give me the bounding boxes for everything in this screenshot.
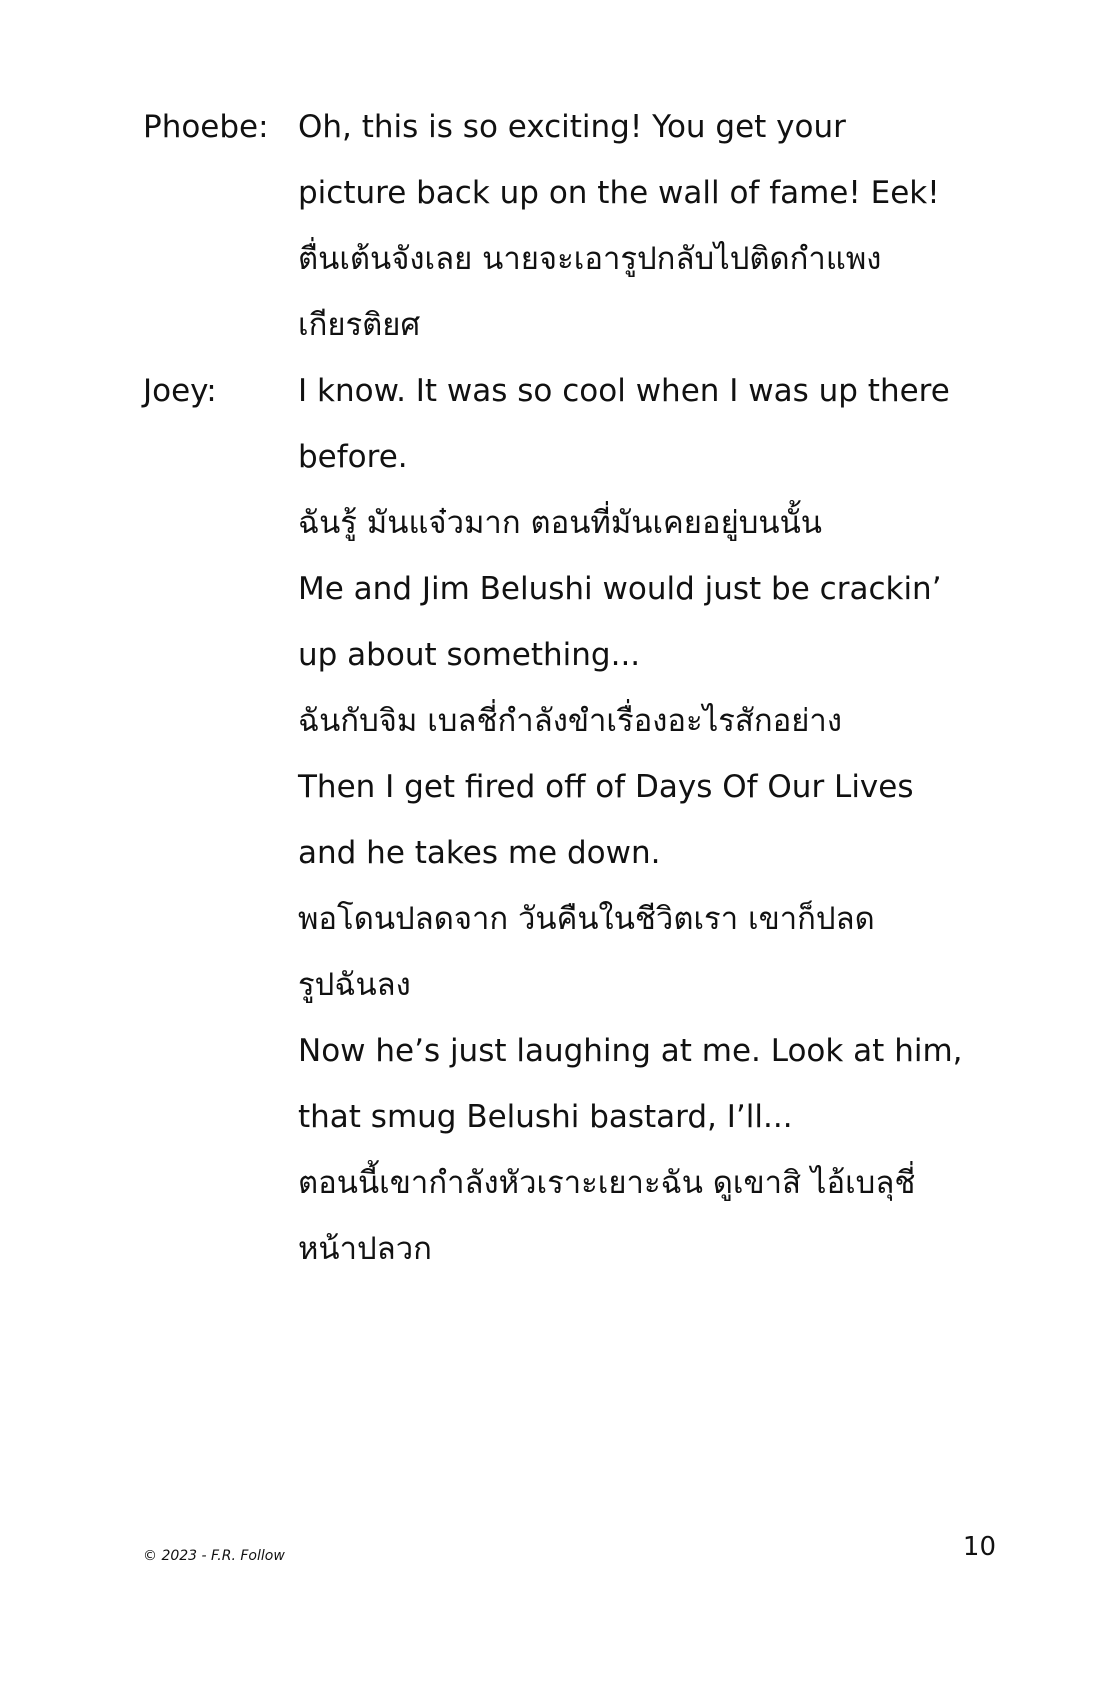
dialogue-line: Now he’s just laughing at me. Look at him, (298, 1033, 963, 1069)
dialogue-line-thai: หน้าปลวก (298, 1231, 432, 1267)
dialogue-lines (298, 358, 1023, 1282)
dialogue-line: I know. It was so cool when I was up there (298, 373, 950, 409)
dialogue-line-thai: ฉันรู้ มันแจ๋วมาก ตอนที่มันเคยอยู่บนนั้น (298, 505, 822, 541)
dialogue-line: Oh, this is so exciting! You get your (298, 109, 846, 145)
dialogue-block-joey (143, 358, 1023, 1282)
dialogue-line: that smug Belushi bastard, I’ll... (298, 1099, 793, 1135)
copyright-notice: © 2023 - F.R. Follow (143, 1548, 285, 1564)
dialogue-line-thai: พอโดนปลดจาก วันคืนในชีวิตเรา เขาก็ปลด (298, 901, 875, 937)
dialogue-line: picture back up on the wall of fame! Eek! (298, 175, 940, 211)
dialogue-line-thai: รูปฉันลง (298, 967, 411, 1003)
dialogue-line: and he takes me down. (298, 835, 661, 871)
dialogue-line-thai: เกียรติยศ (298, 307, 421, 343)
script-dialogue (143, 94, 1023, 1282)
dialogue-line-thai: ตื่นเต้นจังเลย นายจะเอารูปกลับไปติดกำแพง (298, 241, 882, 277)
speaker-name: Joey: (143, 373, 217, 409)
page-number: 10 (962, 1532, 996, 1562)
dialogue-line: Then I get fired off of Days Of Our Lives (298, 769, 914, 805)
dialogue-line: before. (298, 439, 408, 475)
dialogue-line: Me and Jim Belushi would just be crackin’ (298, 571, 942, 607)
dialogue-line-thai: ฉันกับจิม เบลชี่กำลังขำเรื่องอะไรสักอย่าง (298, 703, 842, 739)
speaker-name: Phoebe: (143, 109, 269, 145)
dialogue-line: up about something... (298, 637, 641, 673)
dialogue-lines (298, 94, 1023, 358)
dialogue-line-thai: ตอนนี้เขากำลังหัวเราะเยาะฉัน ดูเขาสิ ไอ้เบลุชี่ (298, 1165, 916, 1201)
dialogue-block-phoebe (143, 94, 1023, 358)
